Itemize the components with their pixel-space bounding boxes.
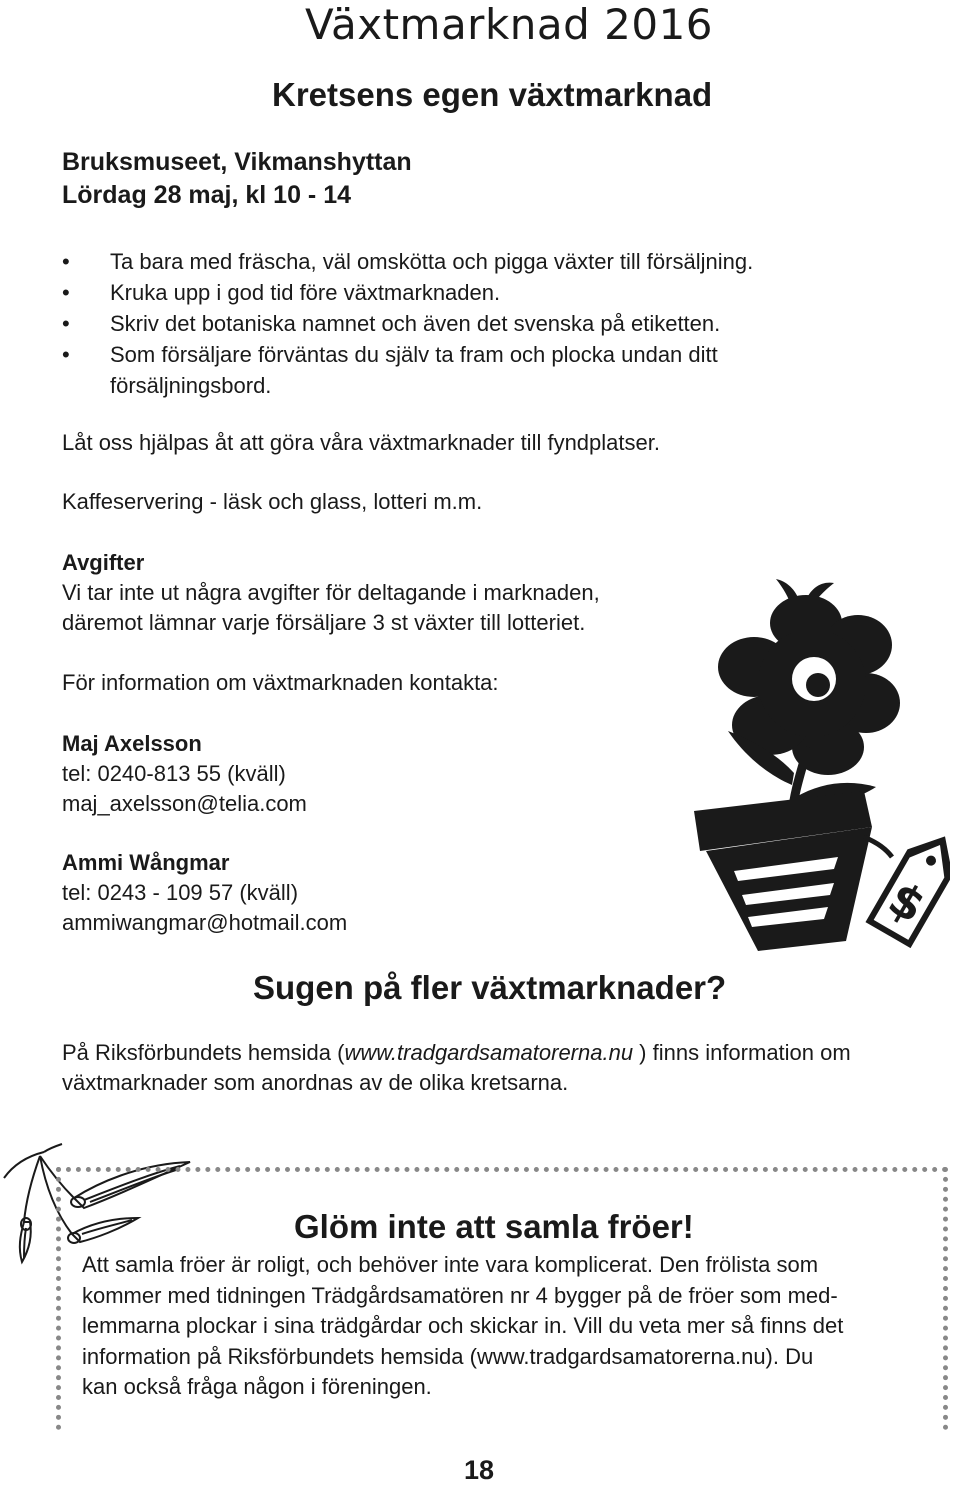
- page-subtitle: Kretsens egen växtmarknad: [272, 76, 713, 113]
- more-text-line-2: växtmarknader som anordnas av de olika kretsarna.: [62, 1070, 569, 1095]
- rules-list: [62, 246, 862, 401]
- page-title: Växtmarknad 2016: [305, 0, 714, 49]
- seed-text-line: kommer med tidningen Trädgårdsamatören nr 4 bygger på de fröer som med-: [82, 1282, 838, 1308]
- help-text: Låt oss hjälpas åt att göra våra växtmarknader till fyndplatser.: [62, 430, 660, 455]
- seed-text-line: lemmarna plockar i sina trädgårdar och skickar in. Vill du veta mer så finns det: [82, 1313, 844, 1338]
- seed-heading: Glöm inte att samla fröer!: [294, 1208, 694, 1245]
- seed-text-line: information på Riksförbundets hemsida (www.tradgardsamatorerna.nu). Du: [82, 1343, 814, 1369]
- venue-block: [62, 146, 412, 212]
- potted-flower-icon: [688, 575, 950, 955]
- list-item: • Som försäljare förväntas du själv ta fram och plocka undan ditt försäljningsbord.: [62, 339, 862, 401]
- list-item: • Kruka upp i god tid före växtmarknaden.: [62, 277, 862, 308]
- more-text-line-1: [62, 1038, 851, 1068]
- more-text-after: ) finns information om: [633, 1040, 851, 1065]
- contact-email[interactable]: ammiwangmar@hotmail.com: [62, 910, 348, 935]
- fees-line-1: Vi tar inte ut några avgifter för deltagande i marknaden,: [62, 580, 600, 605]
- seed-text-line: kan också fråga någon i föreningen.: [82, 1374, 432, 1399]
- more-text-before: På Riksförbundets hemsida (: [62, 1040, 345, 1065]
- venue-place: Bruksmuseet, Vikmanshyttan: [62, 148, 412, 176]
- list-item: • Ta bara med fräscha, väl omskötta och pigga växter till försäljning.: [62, 246, 862, 277]
- venue-date: Lördag 28 maj, kl 10 - 14: [62, 181, 352, 209]
- cafe-text: Kaffeservering - läsk och glass, lotteri m.m.: [62, 489, 483, 514]
- seed-text-line: Att samla fröer är roligt, och behöver inte vara komplicerat. Den frölista som: [82, 1252, 819, 1277]
- contact-phone: tel: 0240-813 55 (kväll): [62, 761, 286, 786]
- fees-line-2: däremot lämnar varje försäljare 3 st växter till lotteriet.: [62, 610, 586, 635]
- fees-heading: Avgifter: [62, 550, 145, 575]
- riksforbundet-link[interactable]: www.tradgardsamatorerna.nu: [344, 1040, 634, 1065]
- more-heading: Sugen på fler växtmarknader?: [253, 969, 727, 1006]
- contact-name: Ammi Wångmar: [62, 850, 230, 875]
- contact-intro: För information om växtmarknaden kontakta:: [62, 670, 499, 695]
- contact-phone: tel: 0243 - 109 57 (kväll): [62, 880, 299, 905]
- contact-email[interactable]: maj_axelsson@telia.com: [62, 791, 307, 816]
- price-tag-symbol: $: [879, 870, 935, 934]
- seed-text: [82, 1250, 942, 1403]
- page-number: 18: [464, 1455, 495, 1485]
- list-item: • Skriv det botaniska namnet och även det svenska på etiketten.: [62, 308, 862, 339]
- contact-name: Maj Axelsson: [62, 731, 202, 756]
